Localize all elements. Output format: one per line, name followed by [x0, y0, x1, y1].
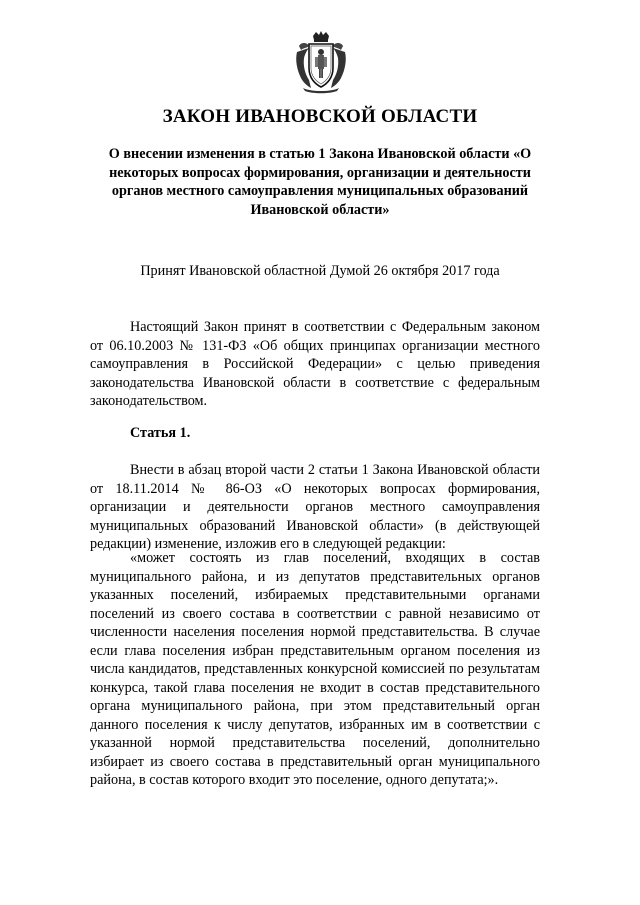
- article-paragraph: Внести в абзац второй части 2 статьи 1 Закона Ивановской области от 18.11.2014 № 86-ОЗ «О некоторых вопросах формирования, организации и деятельности органов местного самоуправления муниципальных образований Ивановской области» (в действующей редакции) изменение, изложив его в следующей редакции:: [90, 462, 540, 552]
- preamble-paragraph: Настоящий Закон принят в соответствии с Федеральным законом от 06.10.2003 № 131-ФЗ «Об общих принципах организации местного самоуправления в Российской Федерации» с целью приведения законодательства Ивановской области в соответствие с федеральным законодательством.: [90, 319, 540, 409]
- document-subtitle: О внесении изменения в статью 1 Закона Ивановской области «О некоторых вопросах формирования, организации и деятельности органов местного самоуправления муниципальных образований Ивановской области»: [108, 146, 532, 218]
- document-title: ЗАКОН ИВАНОВСКОЙ ОБЛАСТИ: [162, 106, 478, 127]
- coat-of-arms-icon: [289, 30, 353, 94]
- quoted-paragraph: «может состоять из глав поселений, входящих в состав муниципального района, и из депутатов представительных органов указанных поселений, избираемых представительными органами поселений из своего состава в соответствии с равной независимо от численности населения поселения нормой представительства. В случае если глава поселения избран представительным органом поселения из числа кандидатов, представленных конкурсной комиссией по результатам конкурса, такой глава поселения не входит в состав представительного органа муниципального района, при этом представительный орган данного поселения к числу депутатов, избранных им в соответствии с указанной нормой представительства поселений, дополнительно избирает из своего состава в представительный орган муниципального района, в состав которого входит это поселение, одного депутата;».: [90, 550, 540, 788]
- adoption-date: Принят Ивановской областной Думой 26 октября 2017 года: [140, 263, 500, 279]
- article-heading: Статья 1.: [130, 425, 191, 441]
